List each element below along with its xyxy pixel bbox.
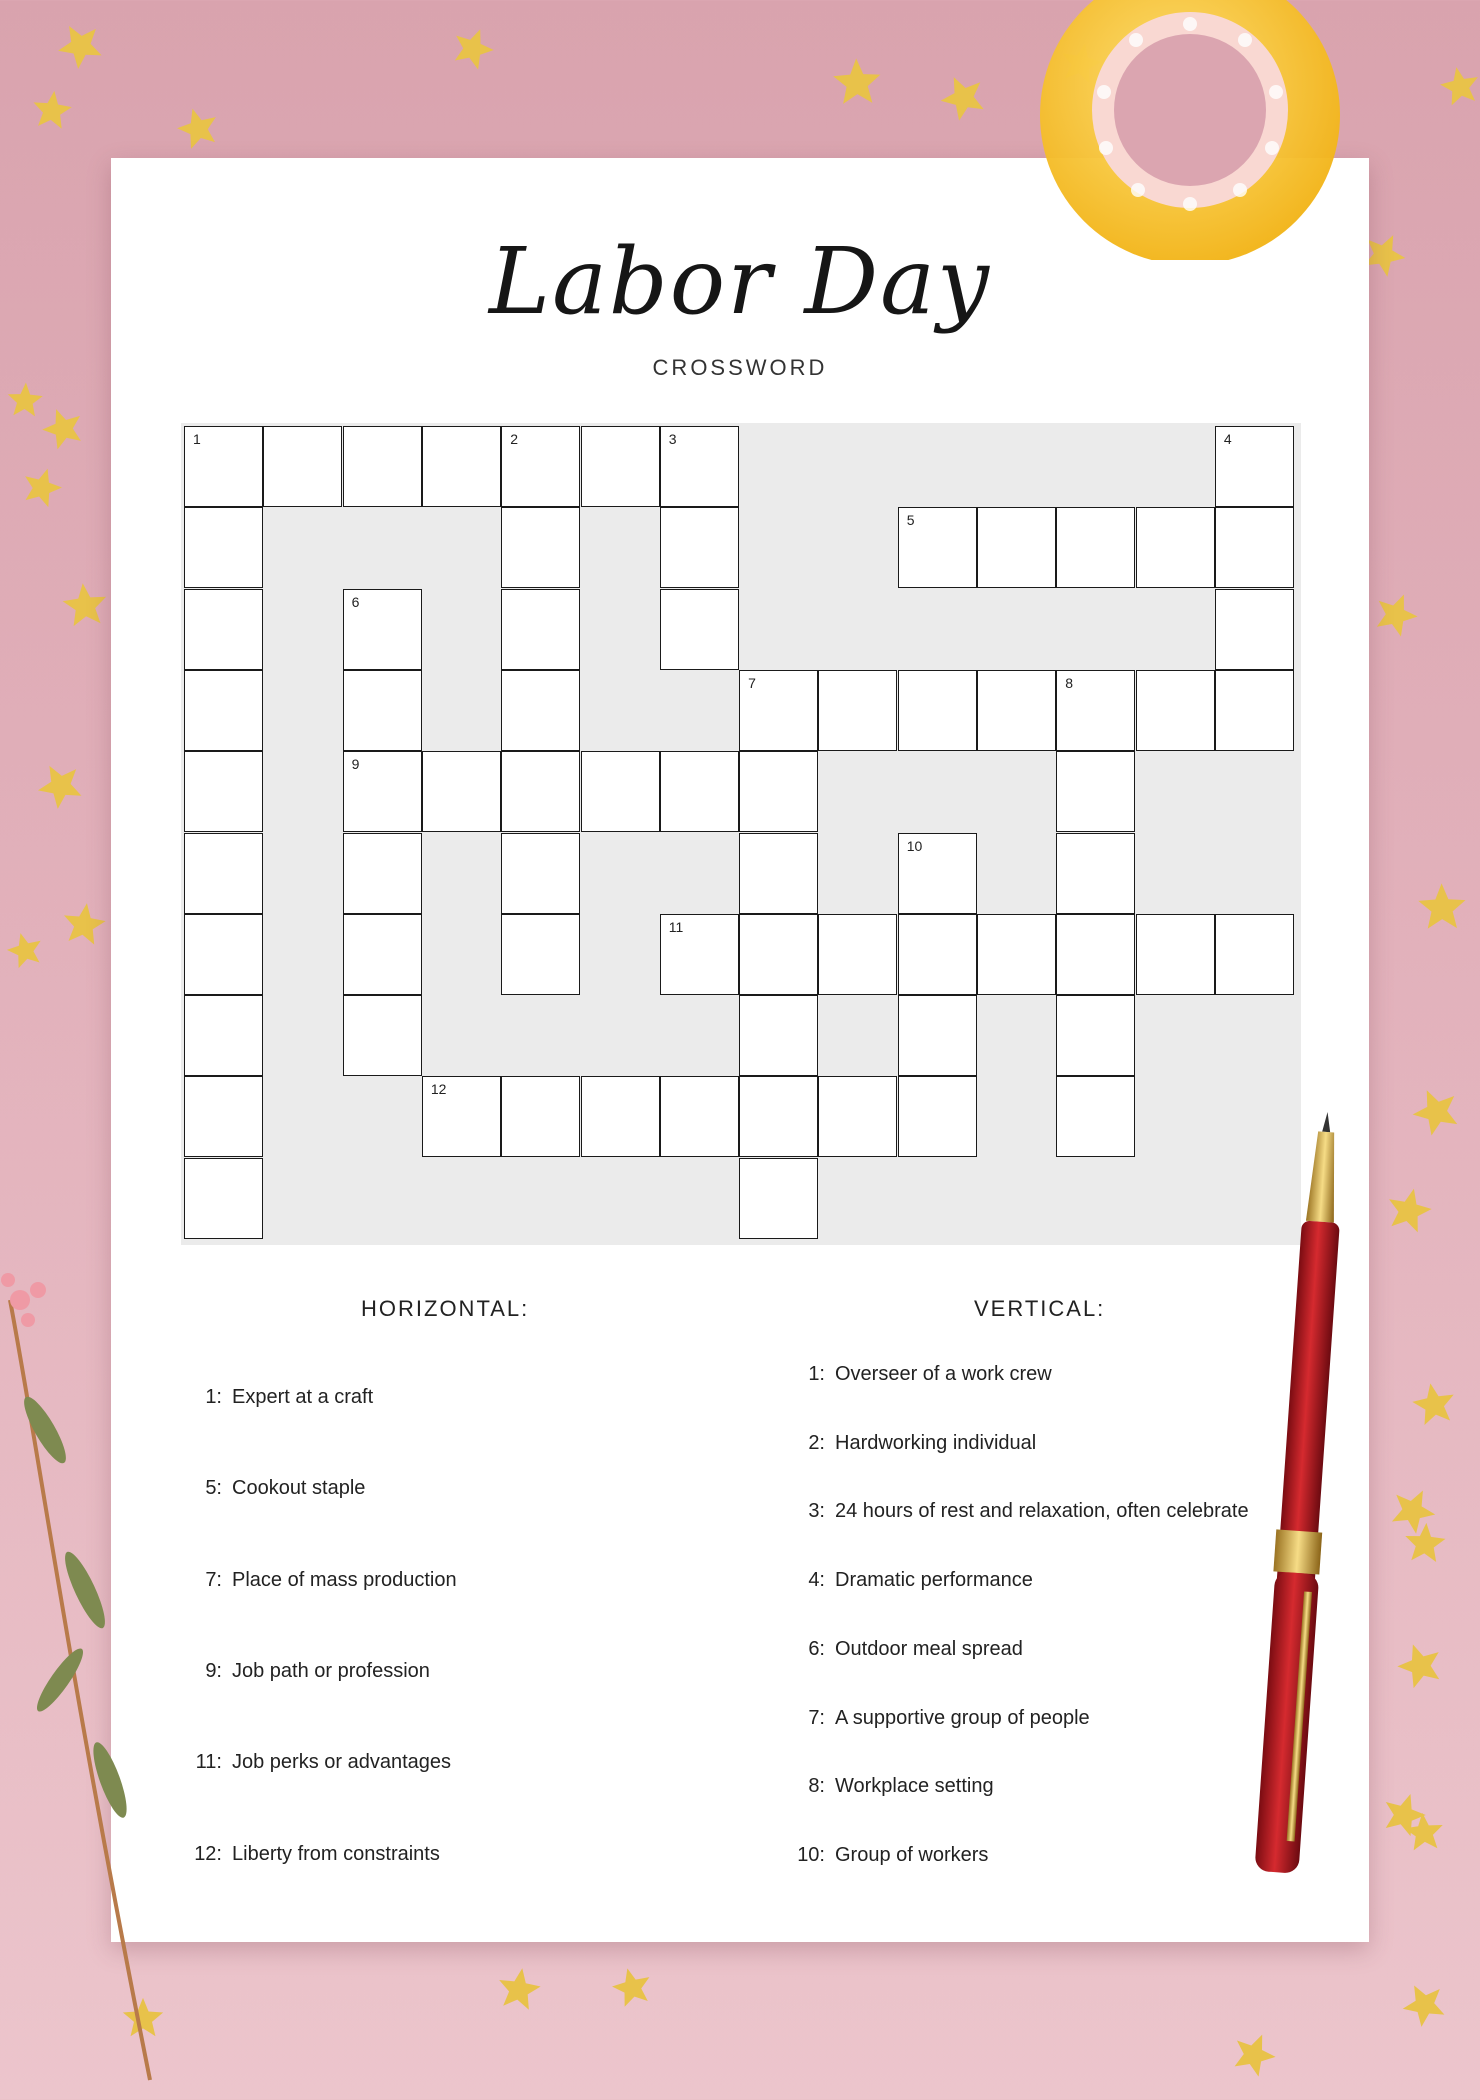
- star-confetti-icon: [1400, 1518, 1449, 1567]
- star-confetti-icon: [1365, 583, 1427, 645]
- star-confetti-icon: [1406, 1376, 1462, 1432]
- crossword-cell[interactable]: [1056, 914, 1135, 995]
- clue-text: Group of workers: [835, 1843, 989, 1866]
- crossword-cell[interactable]: [343, 833, 422, 914]
- clue-number: 5:: [205, 1477, 222, 1500]
- crossword-cell[interactable]: [898, 507, 977, 588]
- vertical-clues-heading: VERTICAL:: [974, 1296, 1106, 1321]
- crossword-cell[interactable]: [343, 670, 422, 751]
- clue-item: [784, 1707, 1090, 1730]
- crossword-cell[interactable]: [660, 426, 739, 507]
- cell-number: 8: [1065, 674, 1074, 691]
- clue-item: [181, 1477, 365, 1500]
- crossword-cell[interactable]: [1136, 670, 1215, 751]
- star-confetti-icon: [492, 1962, 547, 2017]
- washi-tape-roll-icon: [1040, 0, 1340, 260]
- crossword-cell[interactable]: [581, 751, 660, 832]
- star-confetti-icon: [27, 85, 76, 134]
- crossword-cell[interactable]: [1215, 426, 1294, 507]
- cell-number: 5: [906, 512, 915, 529]
- clue-text: Expert at a craft: [232, 1386, 374, 1408]
- crossword-cell[interactable]: [184, 1076, 263, 1157]
- crossword-cell[interactable]: [343, 751, 422, 832]
- clue-item: [784, 1432, 1036, 1455]
- cell-number: 10: [906, 837, 923, 854]
- clue-text: Outdoor meal spread: [835, 1637, 1023, 1660]
- star-confetti-icon: [930, 64, 996, 130]
- star-confetti-icon: [829, 54, 885, 110]
- crossword-cell[interactable]: [1056, 833, 1135, 914]
- star-confetti-icon: [1415, 880, 1470, 935]
- crossword-cell[interactable]: [739, 1158, 818, 1239]
- crossword-cell[interactable]: [184, 507, 263, 588]
- crossword-cell[interactable]: [581, 1076, 660, 1157]
- star-confetti-icon: [443, 18, 502, 77]
- crossword-cell[interactable]: [739, 670, 818, 751]
- star-confetti-icon: [1379, 1180, 1439, 1240]
- crossword-cell[interactable]: [343, 914, 422, 995]
- crossword-cell[interactable]: [660, 589, 739, 670]
- crossword-cell[interactable]: [501, 507, 580, 588]
- cell-number: 4: [1223, 431, 1232, 447]
- crossword-cell[interactable]: [501, 751, 580, 832]
- worksheet-page: [111, 158, 1369, 1942]
- star-confetti-icon: [605, 1960, 658, 2013]
- crossword-grid: [181, 423, 1301, 1245]
- clue-number: 10:: [797, 1843, 825, 1866]
- crossword-cell[interactable]: [184, 833, 263, 914]
- cell-number: 1: [193, 431, 201, 447]
- clue-number: 7:: [205, 1568, 222, 1591]
- crossword-cell[interactable]: [581, 426, 660, 507]
- clue-item: [784, 1844, 988, 1867]
- clue-text: Job perks or advantages: [232, 1751, 452, 1774]
- crossword-cell[interactable]: [818, 1076, 897, 1157]
- crossword-cell[interactable]: [1215, 507, 1294, 588]
- crossword-cell[interactable]: [184, 426, 263, 507]
- star-confetti-icon: [15, 460, 70, 515]
- crossword-cell[interactable]: [1215, 914, 1294, 995]
- crossword-cell[interactable]: [184, 1158, 263, 1239]
- star-confetti-icon: [1223, 2023, 1286, 2086]
- crossword-cell[interactable]: [1056, 507, 1135, 588]
- crossword-cell[interactable]: [501, 670, 580, 751]
- page-subtitle: CROSSWORD: [652, 355, 828, 380]
- crossword-cell[interactable]: [739, 833, 818, 914]
- crossword-cell[interactable]: [501, 426, 580, 507]
- crossword-cell[interactable]: [1215, 589, 1294, 670]
- crossword-cell[interactable]: [184, 589, 263, 670]
- clue-text: Workplace setting: [835, 1775, 994, 1798]
- clue-text: Place of mass production: [232, 1568, 457, 1591]
- clue-number: 12:: [194, 1842, 222, 1865]
- star-confetti-icon: [26, 751, 94, 819]
- clue-number: 4:: [808, 1569, 825, 1592]
- crossword-cell[interactable]: [818, 670, 897, 751]
- cell-number: 6: [351, 593, 360, 610]
- clue-item: [181, 1569, 457, 1592]
- star-confetti-icon: [170, 100, 227, 157]
- star-confetti-icon: [58, 578, 113, 633]
- crossword-cell[interactable]: [501, 1076, 580, 1157]
- clue-item: [181, 1386, 373, 1409]
- crossword-cell[interactable]: [660, 751, 739, 832]
- crossword-cell[interactable]: [977, 507, 1056, 588]
- star-confetti-icon: [1402, 1077, 1471, 1146]
- crossword-cell[interactable]: [184, 995, 263, 1076]
- crossword-cell[interactable]: [660, 1076, 739, 1157]
- crossword-cell[interactable]: [501, 589, 580, 670]
- crossword-cell[interactable]: [422, 1076, 501, 1157]
- crossword-cell[interactable]: [898, 1076, 977, 1157]
- crossword-cell[interactable]: [898, 833, 977, 914]
- crossword-cell[interactable]: [1056, 670, 1135, 751]
- star-confetti-icon: [1388, 1633, 1452, 1697]
- crossword-cell[interactable]: [898, 914, 977, 995]
- crossword-cell[interactable]: [184, 914, 263, 995]
- crossword-cell[interactable]: [184, 670, 263, 751]
- crossword-cell[interactable]: [898, 670, 977, 751]
- crossword-cell[interactable]: [898, 995, 977, 1076]
- horizontal-clues-heading: HORIZONTAL:: [361, 1296, 530, 1321]
- clue-text: 24 hours of rest and relaxation, often celebrate: [835, 1500, 1249, 1523]
- cell-number: 7: [748, 674, 756, 691]
- crossword-cell[interactable]: [1056, 751, 1135, 832]
- clue-text: Cookout staple: [232, 1477, 366, 1500]
- clue-item: [784, 1638, 1023, 1661]
- crossword-cell[interactable]: [263, 426, 342, 507]
- clue-number: 3:: [808, 1500, 825, 1523]
- crossword-cell[interactable]: [1136, 507, 1215, 588]
- crossword-cell[interactable]: [739, 1076, 818, 1157]
- star-confetti-icon: [1434, 60, 1480, 112]
- crossword-cell[interactable]: [739, 914, 818, 995]
- cell-number: 3: [668, 431, 677, 447]
- crossword-cell[interactable]: [1056, 1076, 1135, 1157]
- clue-item: [784, 1569, 1033, 1592]
- crossword-cell[interactable]: [739, 751, 818, 832]
- ballpoint-pen-icon: [1195, 1110, 1375, 1930]
- cell-number: 9: [351, 756, 360, 773]
- cell-number: 2: [510, 431, 518, 447]
- clue-number: 7:: [808, 1706, 825, 1729]
- star-confetti-icon: [1, 926, 50, 975]
- clue-text: Job path or profession: [232, 1659, 430, 1682]
- crossword-cell[interactable]: [343, 589, 422, 670]
- cell-number: 12: [430, 1081, 447, 1098]
- clue-text: Dramatic performance: [835, 1569, 1033, 1592]
- star-confetti-icon: [1392, 1972, 1457, 2037]
- cell-number: 11: [668, 918, 684, 935]
- clue-text: Liberty from constraints: [232, 1842, 440, 1865]
- crossword-cell[interactable]: [977, 670, 1056, 751]
- clue-text: Overseer of a work crew: [835, 1363, 1052, 1385]
- crossword-cell[interactable]: [660, 507, 739, 588]
- crossword-cell[interactable]: [501, 914, 580, 995]
- crossword-cell[interactable]: [501, 833, 580, 914]
- clue-number: 9:: [205, 1659, 222, 1682]
- clue-item: [784, 1500, 1249, 1523]
- crossword-cell[interactable]: [422, 751, 501, 832]
- crossword-cell[interactable]: [343, 426, 422, 507]
- clue-text: Hardworking individual: [835, 1431, 1037, 1454]
- crossword-cell[interactable]: [818, 914, 897, 995]
- clue-item: [181, 1843, 440, 1866]
- crossword-cell[interactable]: [343, 995, 422, 1076]
- clue-number: 1:: [808, 1363, 825, 1385]
- clue-item: [181, 1660, 430, 1683]
- clue-text: A supportive group of people: [835, 1706, 1090, 1729]
- crossword-cell[interactable]: [1056, 995, 1135, 1076]
- crossword-cell[interactable]: [422, 426, 501, 507]
- crossword-cell[interactable]: [184, 751, 263, 832]
- clue-item: [181, 1751, 451, 1774]
- page-title: Labor Day: [488, 228, 992, 335]
- crossword-cell[interactable]: [1215, 670, 1294, 751]
- clue-number: 11:: [195, 1751, 222, 1774]
- crossword-cell[interactable]: [739, 995, 818, 1076]
- crossword-cell[interactable]: [1136, 914, 1215, 995]
- crossword-cell[interactable]: [660, 914, 739, 995]
- clue-number: 1:: [205, 1386, 222, 1408]
- clue-number: 6:: [808, 1637, 825, 1660]
- star-confetti-icon: [57, 897, 111, 951]
- flower-branch-icon: [0, 1260, 190, 2100]
- crossword-cell[interactable]: [977, 914, 1056, 995]
- star-confetti-icon: [46, 11, 114, 79]
- star-confetti-icon: [1400, 1808, 1448, 1856]
- clue-number: 8:: [808, 1775, 825, 1798]
- clue-number: 2:: [808, 1431, 825, 1454]
- clue-item: [784, 1363, 1052, 1386]
- clue-item: [784, 1775, 994, 1798]
